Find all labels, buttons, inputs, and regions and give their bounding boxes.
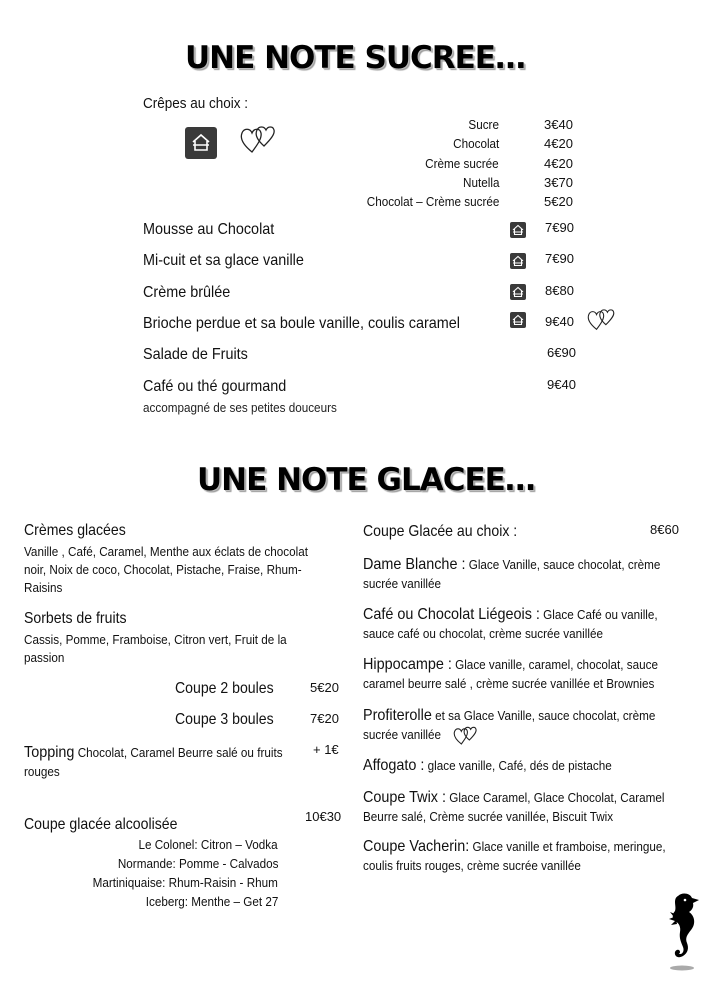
coupe-name: Café ou Chocolat Liégeois : [363,606,540,623]
dessert-price: 7€90 [545,251,574,266]
heart-favorite-icon [452,724,480,748]
house-made-icon [510,312,526,328]
alcool-item: Martiniquaise: Rhum-Raisin - Rhum [92,875,278,890]
coupe-name: Affogato : [363,757,425,774]
cremes-text: Vanille , Café, Caramel, Menthe aux éclats de chocolat noir, Noix de coco, Chocolat, Pistache, Fraise, Rhum-Raisins [24,544,308,595]
coupe-desc: Glace Vanille, sauce chocolat, crème sucrée vanillée [363,557,661,591]
heart-favorite-icon [585,306,619,334]
dessert-price: 8€80 [545,283,574,298]
coupe-choice-label: Coupe Glacée au choix : [363,523,518,540]
topping-block [24,743,285,781]
dessert-price: 6€90 [547,345,576,360]
alcool-item: Iceberg: Menthe – Get 27 [145,894,278,909]
coupe2-name: Coupe 2 boules [175,680,274,697]
coupe-name: Coupe Twix : [363,789,446,806]
section-title-sucree: UNE NOTE SUCREE… [185,40,525,76]
coupe-name: Profiterolle [363,707,432,724]
coupe-name: Hippocampe : [363,656,452,673]
coupe3-name: Coupe 3 boules [175,711,274,728]
dessert-price: 9€40 [547,377,576,392]
dessert-name: Mousse au Chocolat [143,221,275,238]
alcool-title: Coupe glacée alcoolisée [24,816,178,833]
dessert-name: Mi-cuit et sa glace vanille [143,252,304,269]
coupe-item [363,555,683,593]
house-made-icon [510,253,526,269]
house-made-icon [185,127,217,159]
house-made-icon [510,284,526,300]
coupe-desc: Glace vanille, caramel, chocolat, sauce caramel beurre salé , crème sucrée vanillée et Brownies [363,657,659,691]
crepe-price: 3€70 [544,174,573,190]
dessert-name: Café ou thé gourmand [143,378,287,395]
dessert-name: Salade de Fruits [143,346,248,363]
coupe-name: Coupe Vacherin: [363,838,470,855]
coupe-name: Dame Blanche : [363,556,466,573]
coupe-item [363,605,683,643]
section-title-glacee: UNE NOTE GLACEE… [197,462,535,498]
sorbets-text: Cassis, Pomme, Framboise, Citron vert, Fruit de la passion [24,632,287,665]
coupe-desc: et sa Glace Vanille, sauce chocolat, crème sucrée vanillée [363,708,656,742]
dessert-name: Crème brûlée [143,284,231,301]
topping-title: Topping [24,744,75,761]
topping-price: + 1€ [313,742,339,757]
cremes-title: Crèmes glacées [24,522,126,539]
crepe-price: 4€20 [544,155,573,171]
dessert-note: accompagné de ses petites douceurs [143,400,337,415]
crepe-price: 4€20 [544,136,573,152]
house-made-icon [510,222,526,238]
coupe-desc: glace vanille, Café, dés de pistache [427,758,612,773]
coupe-desc: Glace Caramel, Glace Chocolat, Caramel Beurre salé, Crème sucrée vanillée, Biscuit Twix [363,790,665,824]
coupe-desc: Glace vanille et framboise, meringue, coulis fruits rouges, crème sucrée vanillée [363,839,666,873]
crepe-price: 3€40 [544,117,573,132]
crepe-name: Sucre [468,117,499,132]
crepe-name: Crème sucrée [425,155,499,171]
crepe-name: Chocolat – Crème sucrée [366,194,499,210]
coupe-desc: Glace Café ou vanille, sauce café ou chocolat, crème sucrée vanillée [363,607,658,641]
coupe-item [363,706,683,744]
dessert-price: 7€90 [545,220,574,235]
coupe3-price: 7€20 [310,711,339,726]
heart-favorite-icon [238,122,280,158]
seahorse-logo-icon [662,890,702,977]
sorbets-title: Sorbets de fruits [24,610,127,627]
coupe-item [363,756,683,775]
coupe-item [363,655,683,693]
coupe2-price: 5€20 [310,680,339,695]
alcool-item: Normande: Pomme - Calvados [117,856,278,871]
coupe-choice-price: 8€60 [650,522,679,537]
crepe-price: 5€20 [544,194,573,210]
crepe-name: Chocolat [452,136,499,152]
topping-text: Chocolat, Caramel Beurre salé ou fruits rouges [24,745,283,779]
coupe-item [363,788,683,826]
dessert-name: Brioche perdue et sa boule vanille, coulis caramel [143,315,460,332]
crepe-name: Nutella [462,174,499,190]
crepes-label: Crêpes au choix : [143,95,249,112]
alcool-price: 10€30 [305,809,342,824]
dessert-price: 9€40 [545,314,574,329]
coupe-item [363,837,683,875]
alcool-item: Le Colonel: Citron – Vodka [138,837,278,852]
